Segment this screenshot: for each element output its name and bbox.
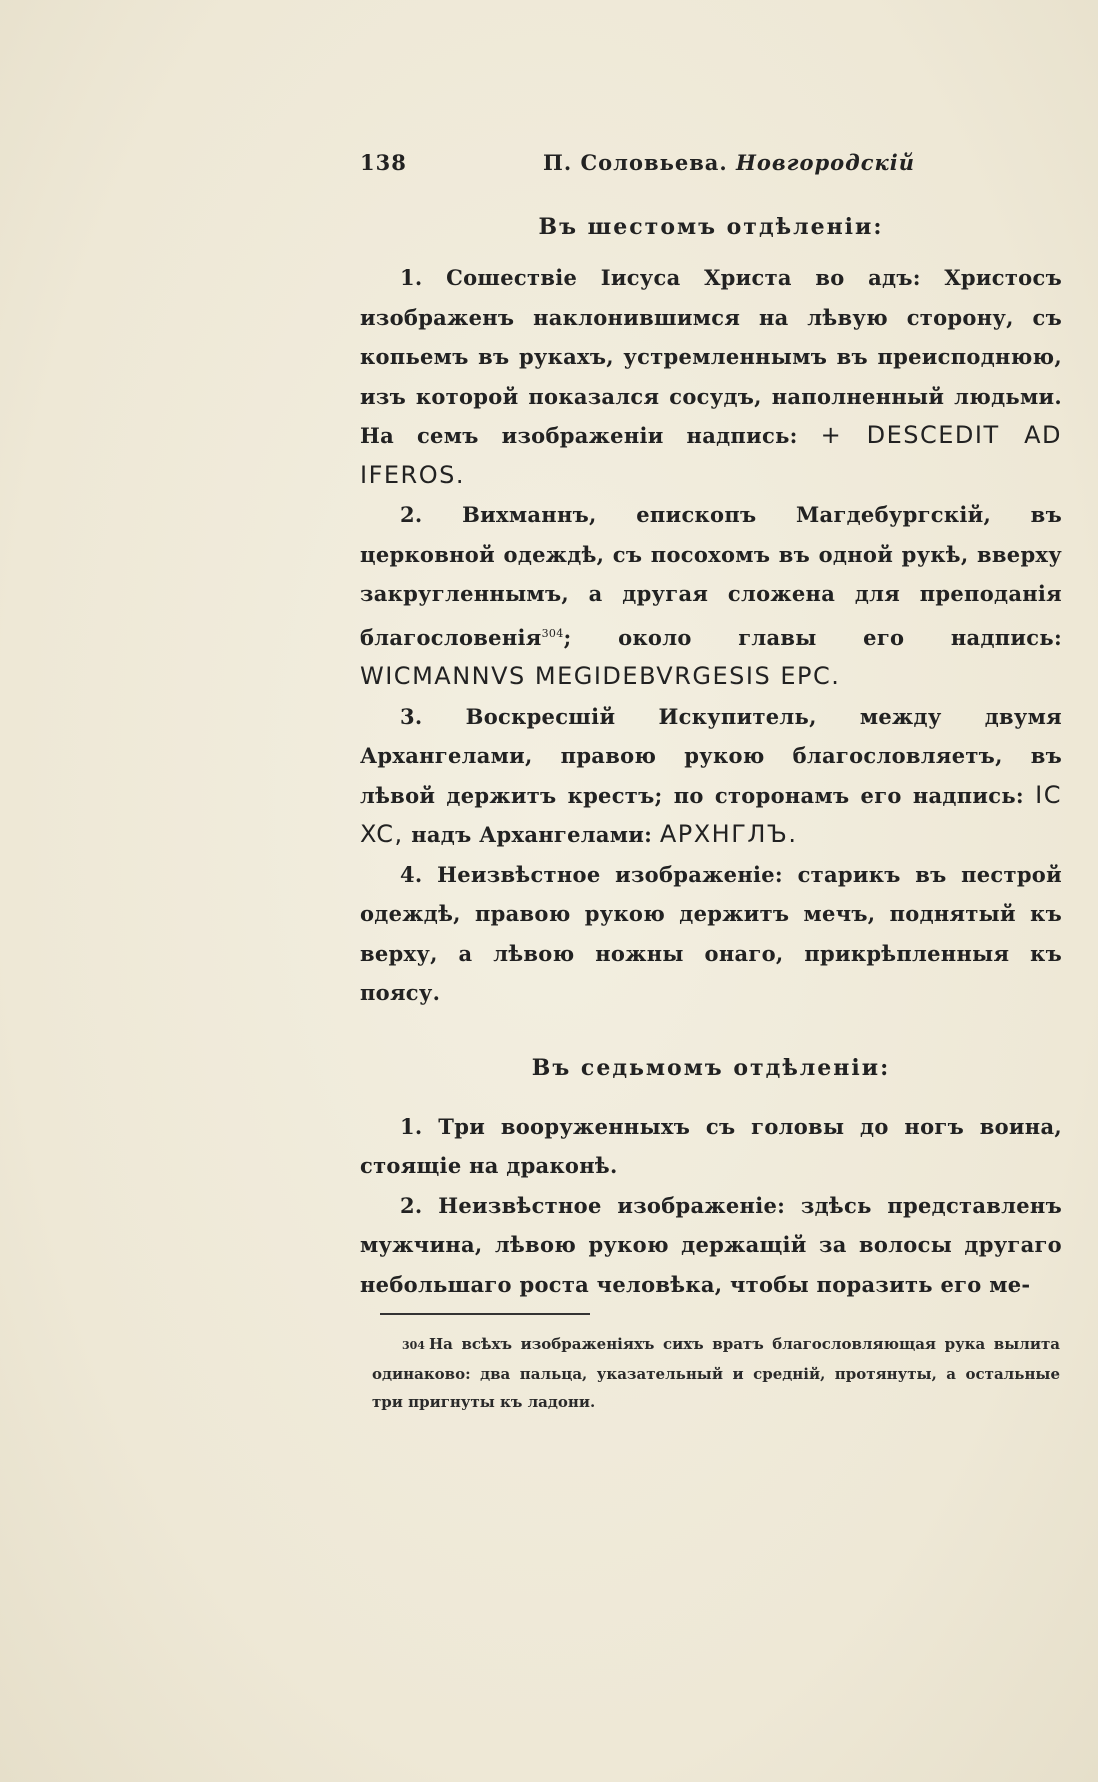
section-heading-seventh: Въ седьмомъ отдѣленіи: — [531, 1054, 891, 1081]
paragraph-text: 2. Вихманнъ, епископъ Магдебургскій, въ церковной одеждѣ, съ посохомъ въ одной рукѣ, вверху закругленнымъ, а другая сложена для преподанія благословенія — [360, 502, 1062, 650]
paragraph-text: надъ Архангелами: — [411, 822, 653, 847]
footnote — [372, 1330, 1060, 1416]
section-heading-sixth: Въ шестомъ отдѣленіи: — [538, 214, 884, 240]
greek-inscription: IC XC, — [360, 780, 1062, 848]
paragraph-sixth-3 — [360, 697, 1062, 855]
text-block — [360, 140, 1062, 1304]
page-number: 138 — [360, 150, 407, 175]
footnote-text: На всѣхъ изображеніяхъ сихъ вратъ благословляющая рука вылита одинаково: два пальца, указательный и средній, протянуты, а остальные три пригнуты къ ладони. — [372, 1335, 1060, 1411]
footnote-number: 304 — [402, 1339, 425, 1352]
footnote-divider — [380, 1313, 590, 1315]
running-title — [543, 150, 915, 175]
paragraph-text: 1. Сошествіе Іисуса Христа во адъ: Христосъ изображенъ наклонившимся на лѣвую сторону, съ копьемъ въ рукахъ, устремленнымъ въ преисподнюю, изъ которой показался сосудъ, наполненный людьми. На семъ изображеніи надпись: — [360, 265, 1062, 448]
paragraph-sixth-2 — [360, 495, 1062, 697]
latin-inscription: WICMANNVS MEGIDEBVRGESIS EPC. — [360, 662, 841, 690]
latin-inscription: + DESCEDIT AD IFEROS. — [360, 421, 1062, 489]
footnote-reference[interactable]: 304 — [541, 626, 564, 640]
author-name: П. Соловьева. — [543, 150, 728, 175]
work-title: Новгородскій — [736, 150, 916, 175]
slavonic-inscription: АРХНГЛЪ. — [659, 820, 798, 848]
paragraph-seventh-2: 2. Неизвѣстное изображеніе: здѣсь представленъ мужчина, лѣвою рукою держащій за волосы другаго небольшаго роста человѣка, чтобы поразить его ме- — [360, 1192, 1062, 1297]
paragraph-seventh-1: 1. Три вооруженныхъ съ головы до ногъ воина, стоящіе на драконѣ. — [360, 1113, 1062, 1178]
paragraph-sixth-4: 4. Неизвѣстное изображеніе: старикъ въ пестрой одеждѣ, правою рукою держитъ мечъ, поднятый къ верху, а лѣвою ножны онаго, прикрѣпленныя къ поясу. — [360, 861, 1062, 1005]
paragraph-text: ; около главы его надпись: — [563, 624, 1062, 650]
running-head — [360, 140, 1062, 188]
paragraph-sixth-1 — [360, 258, 1062, 495]
paragraph-text: 3. Воскресшій Искупитель, между двумя Архангелами, правою рукою благословляетъ, въ лѣвой держитъ крестъ; по сторонамъ его надпись: — [360, 703, 1062, 808]
